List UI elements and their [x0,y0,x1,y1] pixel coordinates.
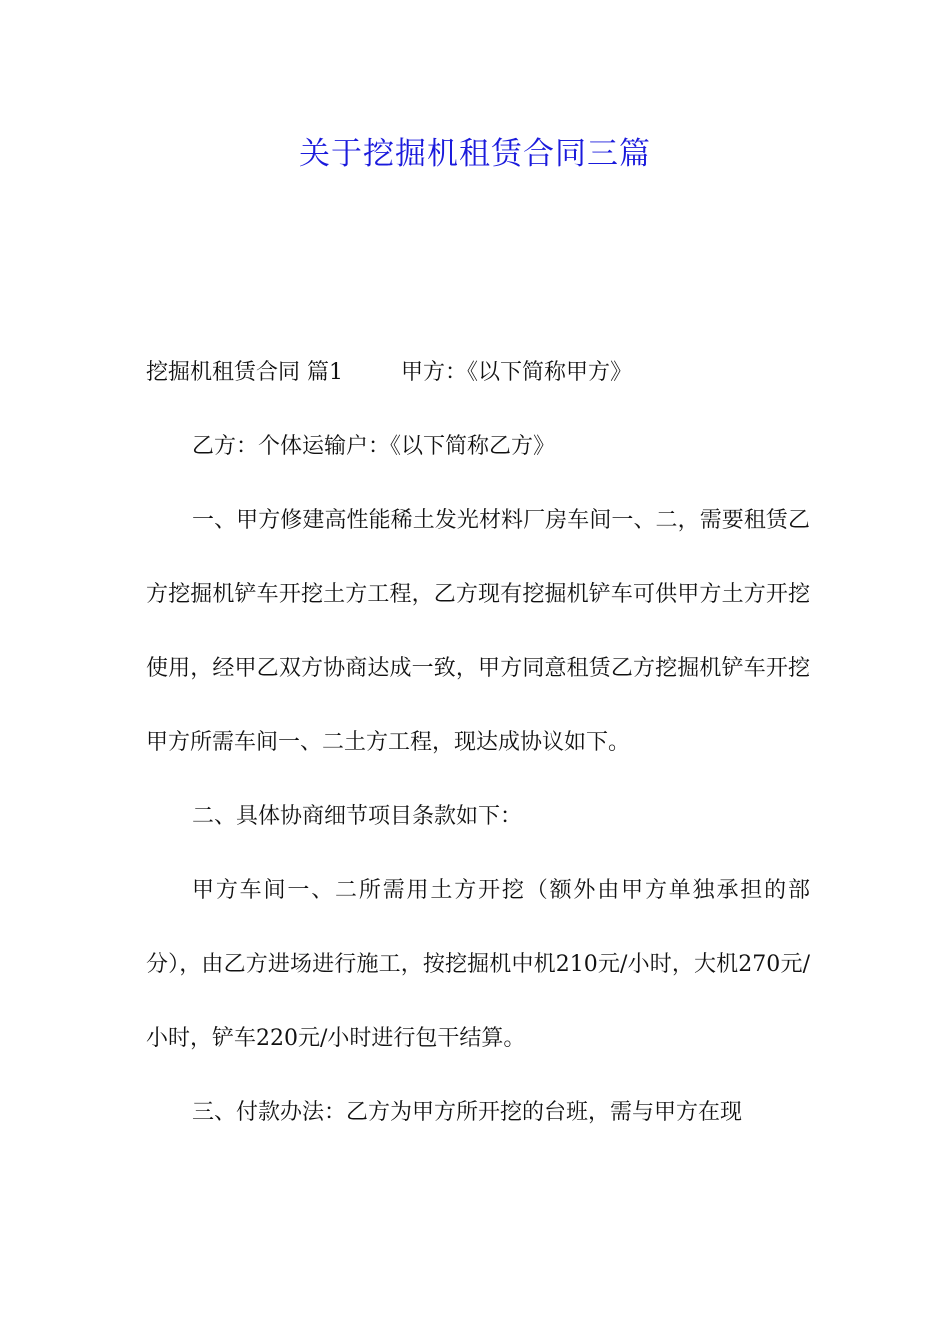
party-a-line: 甲方：《以下简称甲方》 [401,360,633,385]
pricing-paragraph: 甲方车间一、二所需用土方开挖（额外由甲方单独承担的部分），由乙方进场进行施工，按挖掘机中机210元/小时，大机270元/小时，铲车220元/小时进行包干结算。 [146,878,810,1051]
party-b-paragraph: 乙方：个体运输户：《以下简称乙方》 [192,434,556,459]
clause-two-paragraph: 二、具体协商细节项目条款如下： [192,804,523,829]
clause-one-paragraph: 一、甲方修建高性能稀土发光材料厂房车间一、二，需要租赁乙方挖掘机铲车开挖土方工程，乙方现有挖掘机铲车可供甲方土方开挖使用，经甲乙双方协商达成一致，甲方同意租赁乙方挖掘机铲车开挖甲方所需车间一、二土方工程，现达成协议如下。 [146,508,810,755]
document-body [146,336,810,1150]
contract-heading-line [146,336,810,410]
document-title: 关于挖掘机租赁合同三篇 [299,136,651,172]
clause-three-paragraph: 三、付款办法：乙方为甲方所开挖的台班，需与甲方在现 [192,1100,743,1125]
contract-name: 挖掘机租赁合同 篇1 [146,360,343,385]
